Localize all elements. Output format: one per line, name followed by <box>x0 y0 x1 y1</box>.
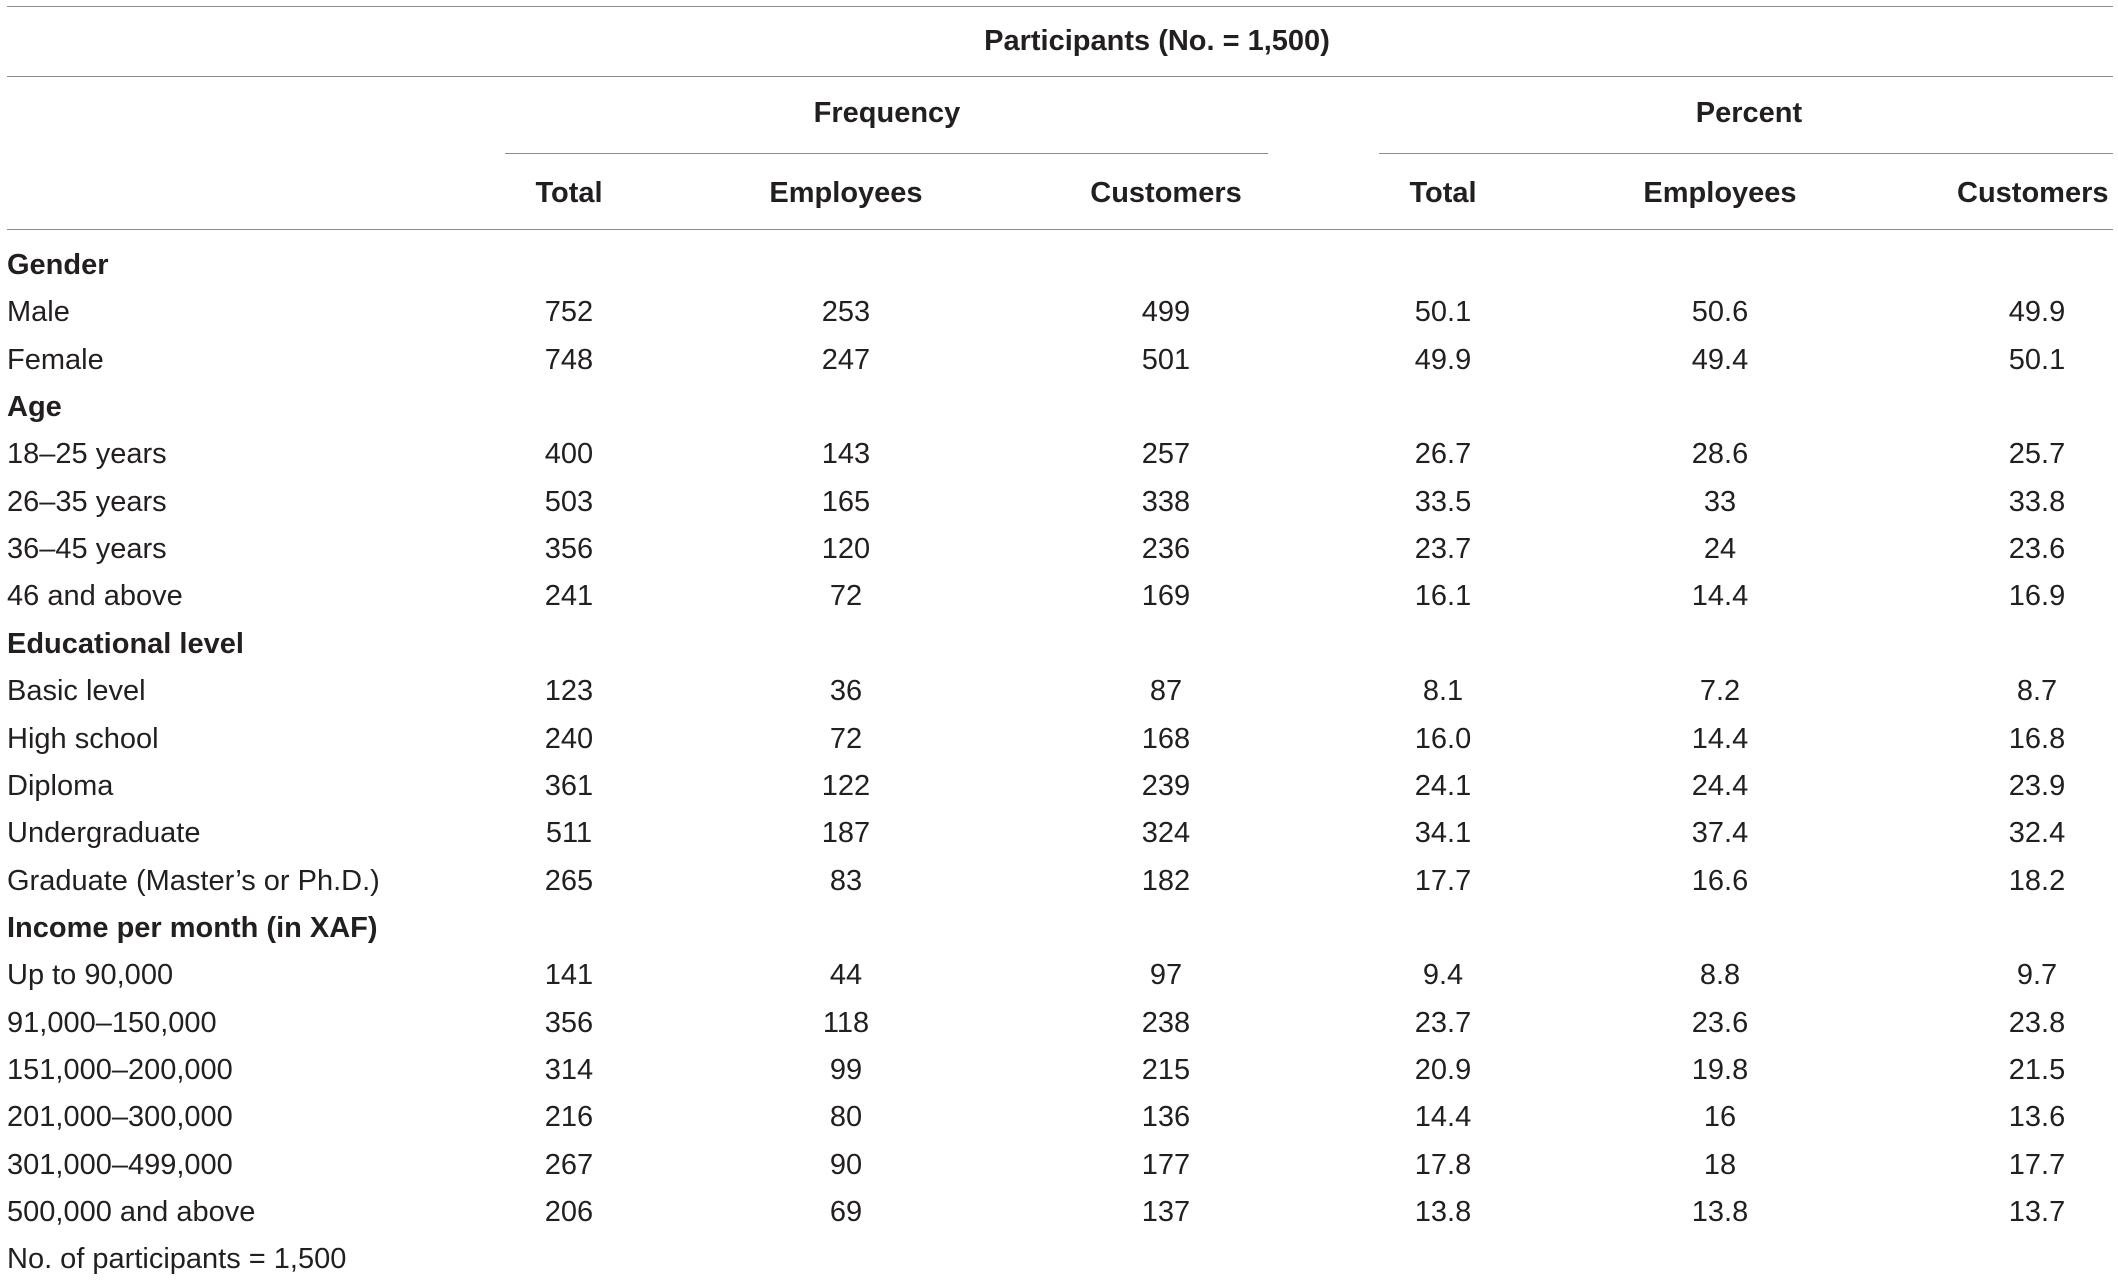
table-cell: 23.6 <box>1691 1006 1749 1039</box>
top-rule <box>7 6 2113 7</box>
section-header: Income per month (in XAF) <box>7 911 378 944</box>
table-cell: 14.4 <box>1691 722 1749 755</box>
table-cell: 34.1 <box>1414 817 1472 850</box>
table-cell: 32.4 <box>2008 817 2066 850</box>
participants-title: Participants (No. = 1,500) <box>984 25 1330 57</box>
col-header-percent-customers: Customers <box>1957 177 2109 209</box>
table-cell: 187 <box>821 817 871 850</box>
table-cell: 23.8 <box>2008 1006 2066 1039</box>
table-cell: 247 <box>821 343 871 376</box>
row-label: High school <box>7 722 159 755</box>
table-cell: 236 <box>1141 533 1191 566</box>
percent-group-rule <box>1379 153 2113 154</box>
table-cell: 265 <box>544 864 594 897</box>
table-cell: 136 <box>1141 1101 1191 1134</box>
row-label: Male <box>7 296 70 329</box>
table-cell: 50.6 <box>1691 296 1749 329</box>
table-cell: 99 <box>829 1053 863 1086</box>
table-cell: 24 <box>1703 533 1737 566</box>
table-cell: 238 <box>1141 1006 1191 1039</box>
table-cell: 8.7 <box>2016 675 2058 708</box>
frequency-group-label: Frequency <box>813 97 961 129</box>
table-cell: 16 <box>1703 1101 1737 1134</box>
col-header-percent-total: Total <box>1409 177 1477 209</box>
table-cell: 83 <box>829 864 863 897</box>
table-cell: 18.2 <box>2008 864 2066 897</box>
row-label: Female <box>7 343 104 376</box>
table-cell: 17.8 <box>1414 1148 1472 1181</box>
row-label: Basic level <box>7 675 146 708</box>
table-cell: 25.7 <box>2008 438 2066 471</box>
table-cell: 13.7 <box>2008 1196 2066 1228</box>
table-cell: 90 <box>829 1148 863 1181</box>
table-cell: 87 <box>1149 675 1183 708</box>
table-cell: 267 <box>544 1148 594 1181</box>
demographics-table <box>7 0 2113 1280</box>
row-label: 91,000–150,000 <box>7 1006 217 1039</box>
table-cell: 123 <box>544 675 594 708</box>
table-cell: 240 <box>544 722 594 755</box>
table-cell: 122 <box>821 769 871 802</box>
row-label: Undergraduate <box>7 817 201 850</box>
table-cell: 17.7 <box>1414 864 1472 897</box>
rule-under-participants <box>7 76 2113 77</box>
section-header: Gender <box>7 249 109 281</box>
table-cell: 168 <box>1141 722 1191 755</box>
table-cell: 165 <box>821 485 871 518</box>
table-cell: 72 <box>829 580 863 613</box>
table-cell: 7.2 <box>1699 675 1741 708</box>
table-cell: 26.7 <box>1414 438 1472 471</box>
row-label: Up to 90,000 <box>7 959 174 992</box>
table-cell: 182 <box>1141 864 1191 897</box>
table-cell: 17.7 <box>2008 1148 2066 1181</box>
table-cell: 23.7 <box>1414 1006 1472 1039</box>
table-cell: 120 <box>821 533 871 566</box>
table-cell: 216 <box>544 1101 594 1134</box>
table-cell: 752 <box>544 296 594 329</box>
table-cell: 20.9 <box>1414 1053 1472 1086</box>
table-cell: 18 <box>1703 1148 1737 1181</box>
table-cell: 21.5 <box>2008 1053 2066 1086</box>
table-cell: 253 <box>821 296 871 329</box>
table-cell: 37.4 <box>1691 817 1749 850</box>
table-cell: 241 <box>544 580 594 613</box>
table-cell: 80 <box>829 1101 863 1134</box>
table-cell: 23.6 <box>2008 533 2066 566</box>
row-label: 151,000–200,000 <box>7 1053 233 1086</box>
table-cell: 69 <box>829 1196 863 1228</box>
row-label: Graduate (Master’s or Ph.D.) <box>7 864 380 897</box>
table-cell: 356 <box>544 1006 594 1039</box>
row-label: 18–25 years <box>7 438 167 471</box>
table-cell: 118 <box>822 1006 870 1039</box>
table-cell: 215 <box>1141 1053 1191 1086</box>
table-cell: 28.6 <box>1691 438 1749 471</box>
header-bottom-rule <box>7 229 2113 230</box>
table-cell: 50.1 <box>2008 343 2066 376</box>
table-cell: 501 <box>1141 343 1191 376</box>
table-cell: 239 <box>1141 769 1191 802</box>
table-cell: 8.1 <box>1422 675 1464 708</box>
table-cell: 16.0 <box>1414 722 1472 755</box>
col-header-frequency-total: Total <box>535 177 603 209</box>
table-cell: 141 <box>544 959 594 992</box>
table-cell: 499 <box>1141 296 1191 329</box>
table-cell: 33.8 <box>2008 485 2066 518</box>
frequency-group-rule <box>505 153 1268 154</box>
section-header: Educational level <box>7 627 244 660</box>
table-cell: 72 <box>829 722 863 755</box>
section-header: Age <box>7 391 62 424</box>
footnote: No. of participants = 1,500 <box>7 1243 347 1275</box>
table-cell: 23.7 <box>1414 533 1472 566</box>
table-cell: 9.7 <box>2016 959 2058 992</box>
table-cell: 14.4 <box>1414 1101 1472 1134</box>
table-cell: 33 <box>1703 485 1737 518</box>
row-label: 46 and above <box>7 580 183 613</box>
table-cell: 49.4 <box>1691 343 1749 376</box>
col-header-frequency-employees: Employees <box>769 177 923 209</box>
table-cell: 97 <box>1149 959 1183 992</box>
table-cell: 19.8 <box>1691 1053 1749 1086</box>
table-cell: 361 <box>544 769 594 802</box>
table-cell: 16.9 <box>2008 580 2066 613</box>
table-cell: 16.8 <box>2008 722 2066 755</box>
percent-group-label: Percent <box>1695 97 1803 129</box>
col-header-percent-employees: Employees <box>1643 177 1797 209</box>
table-cell: 400 <box>544 438 594 471</box>
table-cell: 137 <box>1141 1196 1191 1228</box>
table-cell: 503 <box>544 485 594 518</box>
table-cell: 511 <box>545 817 593 850</box>
table-cell: 257 <box>1141 438 1191 471</box>
table-cell: 356 <box>544 533 594 566</box>
table-cell: 9.4 <box>1422 959 1464 992</box>
table-cell: 13.6 <box>2008 1101 2066 1134</box>
table-cell: 13.8 <box>1414 1196 1472 1228</box>
table-cell: 50.1 <box>1414 296 1472 329</box>
table-cell: 324 <box>1141 817 1191 850</box>
table-cell: 14.4 <box>1691 580 1749 613</box>
row-label: 500,000 and above <box>7 1196 256 1228</box>
row-label: 36–45 years <box>7 533 167 566</box>
table-cell: 23.9 <box>2008 769 2066 802</box>
table-cell: 338 <box>1141 485 1191 518</box>
table-cell: 177 <box>1141 1148 1191 1181</box>
row-label: Diploma <box>7 769 114 802</box>
table-cell: 169 <box>1141 580 1191 613</box>
table-cell: 13.8 <box>1691 1196 1749 1228</box>
table-cell: 143 <box>821 438 871 471</box>
col-header-frequency-customers: Customers <box>1090 177 1242 209</box>
table-cell: 33.5 <box>1414 485 1472 518</box>
row-label: 201,000–300,000 <box>7 1101 233 1134</box>
table-cell: 24.1 <box>1414 769 1472 802</box>
table-cell: 36 <box>829 675 863 708</box>
table-cell: 49.9 <box>1414 343 1472 376</box>
table-cell: 44 <box>829 959 863 992</box>
table-cell: 314 <box>544 1053 594 1086</box>
table-cell: 206 <box>544 1196 594 1228</box>
table-cell: 8.8 <box>1699 959 1741 992</box>
row-label: 301,000–499,000 <box>7 1148 233 1181</box>
row-label: 26–35 years <box>7 485 167 518</box>
table-cell: 748 <box>544 343 594 376</box>
table-cell: 49.9 <box>2008 296 2066 329</box>
table-cell: 16.1 <box>1414 580 1472 613</box>
table-cell: 16.6 <box>1691 864 1749 897</box>
table-cell: 24.4 <box>1691 769 1749 802</box>
